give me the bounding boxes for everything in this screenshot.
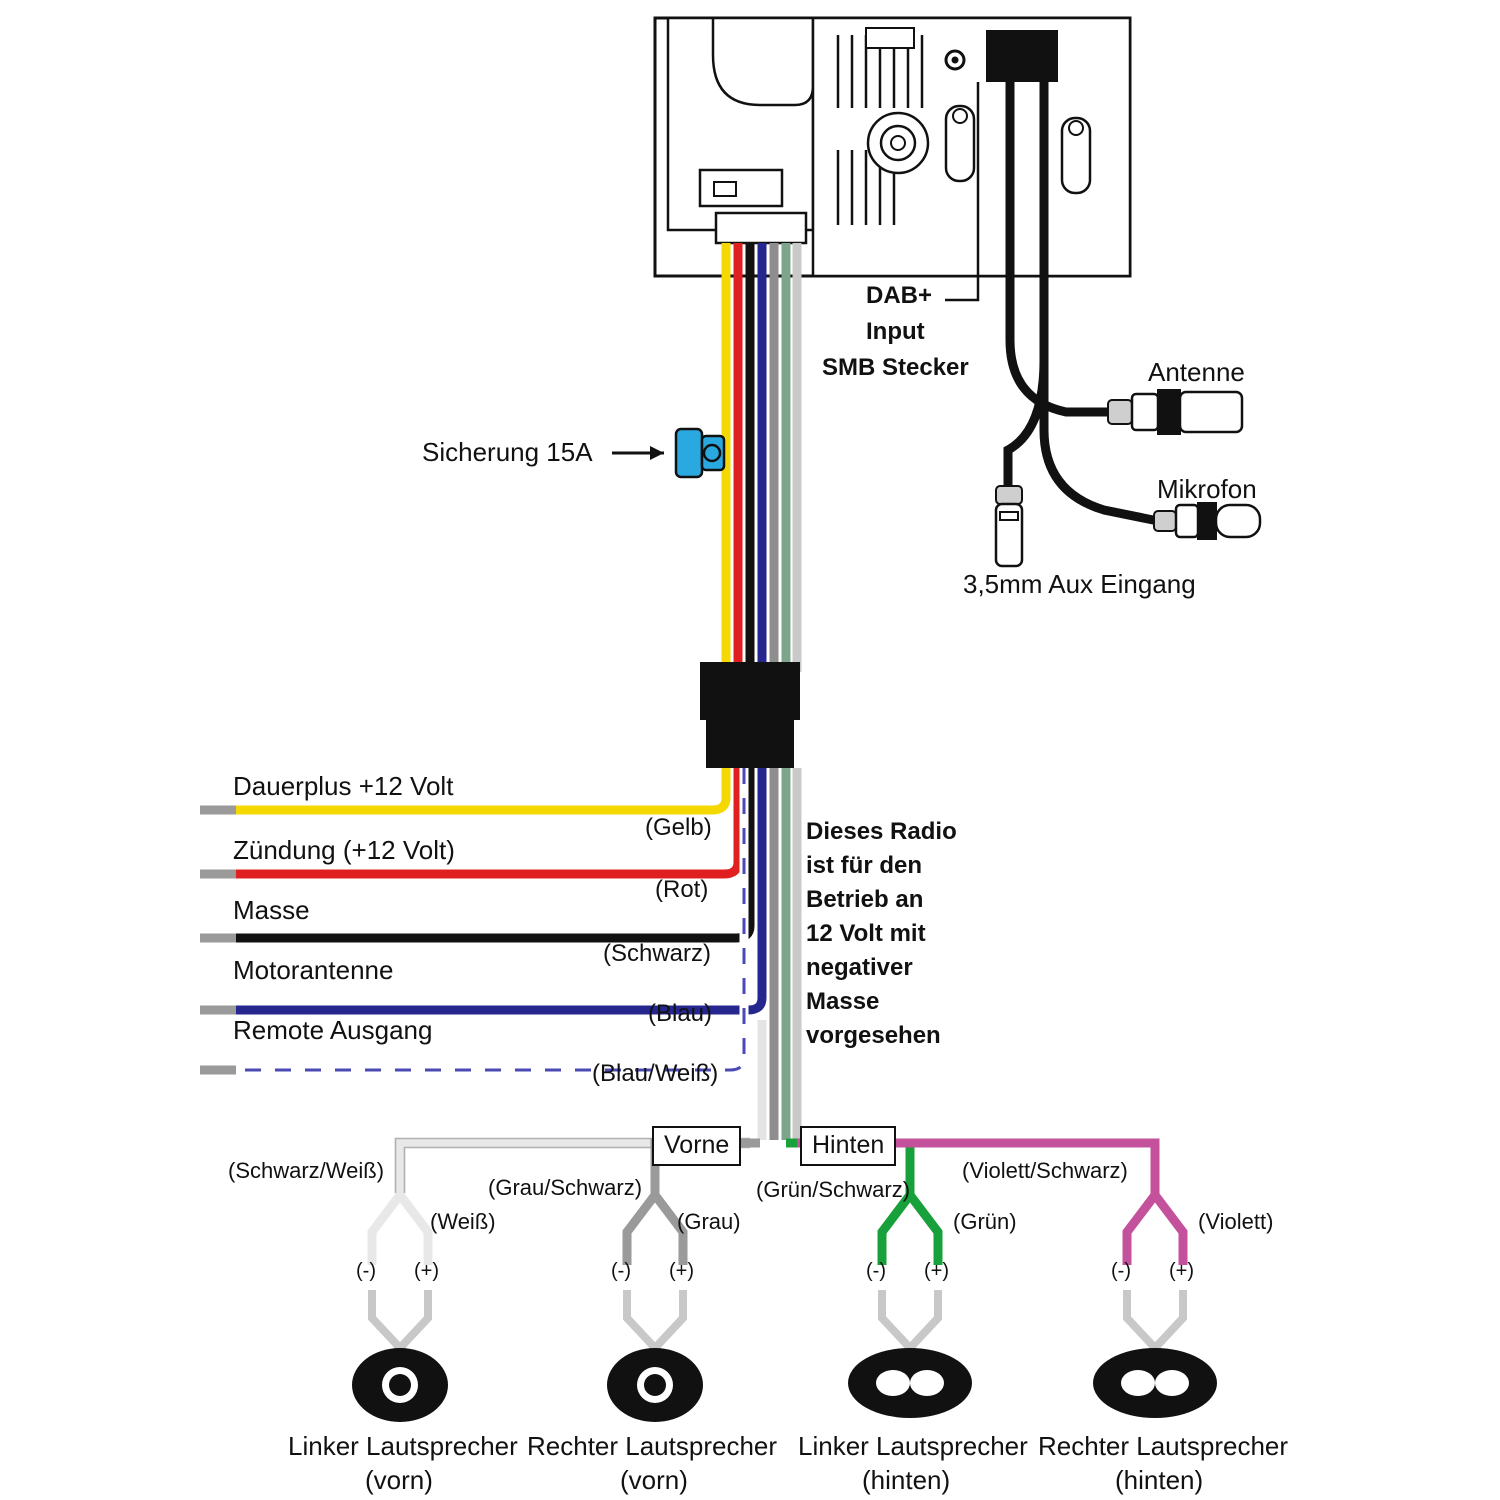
wire-color-schwarz: (Schwarz) — [603, 940, 712, 967]
speaker-4-minus-color: (Violett/Schwarz) — [962, 1158, 1128, 1183]
zone-label-vorne: Vorne — [652, 1126, 741, 1166]
dab-input-label-2: Input — [866, 318, 925, 345]
speaker-icon-front-right — [607, 1348, 703, 1422]
wire-name-masse: Masse — [233, 895, 310, 925]
antenna-plug — [1108, 390, 1242, 434]
wire-name-zuendung: Zündung (+12 Volt) — [233, 835, 455, 865]
note-line-7: vorgesehen — [806, 1022, 941, 1049]
mikrofon-plug — [1154, 503, 1260, 539]
zone-label-hinten: Hinten — [800, 1126, 896, 1166]
fuse-15a — [676, 429, 724, 477]
wire-name-motorantenne: Motorantenne — [233, 955, 394, 985]
wire-name-remote: Remote Ausgang — [233, 1015, 433, 1045]
speaker-1-plus-color: (Weiß) — [430, 1209, 496, 1234]
speaker-1-minus-sign: (-) — [356, 1260, 376, 1282]
speaker-3-position: (hinten) — [862, 1465, 951, 1495]
wire-ends — [200, 810, 236, 1070]
aux-socket — [996, 486, 1022, 566]
wire-color-gelb: (Gelb) — [645, 814, 712, 841]
note-line-4: 12 Volt mit — [806, 920, 926, 947]
speaker-4-minus-sign: (-) — [1111, 1260, 1131, 1282]
speaker-1-name: Linker Lautsprecher — [288, 1431, 518, 1461]
speaker-2-minus-color: (Grau/Schwarz) — [488, 1175, 643, 1200]
wire-bundle-top — [726, 243, 797, 672]
speaker-2-position: (vorn) — [620, 1465, 688, 1495]
iso-connector-block — [700, 662, 800, 768]
speaker-terminal-leads — [372, 1290, 1183, 1348]
speaker-icon-rear-right — [1093, 1348, 1217, 1418]
speaker-wire-trunk — [762, 768, 797, 1140]
note-line-3: Betrieb an — [806, 886, 924, 913]
speaker-icon-rear-left — [848, 1348, 972, 1418]
dab-input-label-3: SMB Stecker — [822, 354, 969, 381]
aux-eingang-label: 3,5mm Aux Eingang — [963, 569, 1196, 599]
speaker-4-plus-color: (Violett) — [1198, 1209, 1274, 1234]
speaker-4-name: Rechter Lautsprecher — [1038, 1431, 1289, 1461]
antenne-label: Antenne — [1148, 357, 1245, 387]
speaker-3-minus-color: (Grün/Schwarz) — [756, 1177, 911, 1202]
wire-color-blau-weiss: (Blau/Weiß) — [592, 1060, 719, 1087]
speaker-2-plus-sign: (+) — [669, 1260, 694, 1282]
wire-color-rot: (Rot) — [655, 876, 709, 903]
speaker-3-plus-sign: (+) — [924, 1260, 949, 1282]
note-line-5: negativer — [806, 954, 913, 981]
sicherung-label: Sicherung 15A — [422, 437, 593, 467]
dab-input-label-1: DAB+ — [866, 282, 933, 309]
speaker-3-minus-sign: (-) — [866, 1260, 886, 1282]
speaker-4-position: (hinten) — [1115, 1465, 1204, 1495]
speaker-3-name: Linker Lautsprecher — [798, 1431, 1028, 1461]
speaker-2-plus-color: (Grau) — [677, 1209, 741, 1234]
speaker-4-plus-sign: (+) — [1169, 1260, 1194, 1282]
wire-name-dauerplus: Dauerplus +12 Volt — [233, 771, 454, 801]
speaker-1-plus-sign: (+) — [414, 1260, 439, 1282]
speaker-2-minus-sign: (-) — [611, 1260, 631, 1282]
speaker-icon-front-left — [352, 1348, 448, 1422]
speaker-3-plus-color: (Grün) — [953, 1209, 1017, 1234]
fuse-arrowhead — [650, 446, 664, 460]
speaker-2-name: Rechter Lautsprecher — [527, 1431, 778, 1461]
head-unit — [655, 18, 1130, 276]
note-line-1: Dieses Radio — [806, 818, 957, 845]
wire-color-blau: (Blau) — [648, 1000, 713, 1027]
speaker-1-minus-color: (Schwarz/Weiß) — [228, 1158, 385, 1183]
note-line-2: ist für den — [806, 852, 923, 879]
note-line-6: Masse — [806, 988, 880, 1015]
mikrofon-label: Mikrofon — [1157, 474, 1257, 504]
speaker-1-position: (vorn) — [365, 1465, 433, 1495]
